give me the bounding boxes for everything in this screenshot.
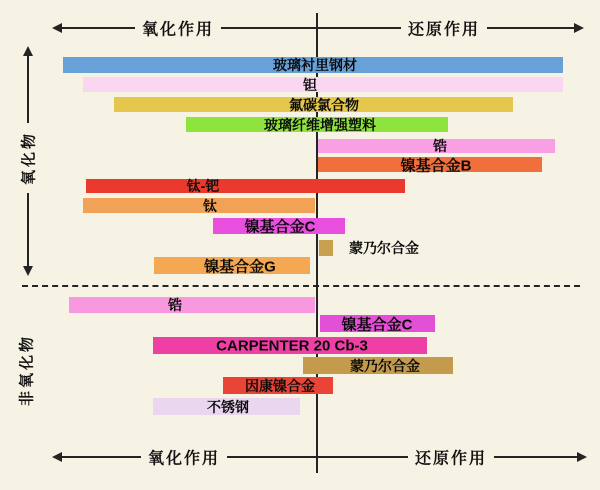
section-label-non-oxides: 非氧化物 [16,326,37,414]
section-label-oxides: 氧化物 [18,123,39,193]
bar [319,240,333,256]
bar [83,198,315,213]
bar-label: 蒙乃尔合金 [350,357,420,374]
bar-label: CARPENTER 20 Cb-3 [216,337,368,354]
bottom-axis-left-label: 氧化作用 [141,446,227,469]
bar [83,77,563,92]
bar-label: 因康镍合金 [245,377,315,394]
bottom-axis-right-label: 还原作用 [408,446,494,469]
bar [69,297,315,313]
bar-label: 锆 [433,138,447,154]
bar-label: 镍基合金C [341,316,413,333]
bar-label: 钛 [203,197,217,214]
bar [86,179,405,193]
bar-label: 钽 [303,76,317,93]
top-axis-left-label: 氧化作用 [135,17,221,40]
bar-label: 玻璃衬里钢材 [273,57,357,73]
bar-label: 锆 [168,297,182,313]
bar-label: 玻璃纤维增强塑料 [264,116,376,133]
bar-label: 不锈钢 [207,398,249,415]
bar-label: 氟碳氯合物 [289,96,359,113]
bar-label: 蒙乃尔合金 [349,240,419,256]
top-axis-right-label: 还原作用 [401,17,487,40]
bar-label: 钛-钯 [186,178,220,194]
bar-label: 镍基合金B [400,157,472,174]
bar-label: 镍基合金C [244,218,316,236]
bar-label: 镍基合金G [204,258,276,275]
